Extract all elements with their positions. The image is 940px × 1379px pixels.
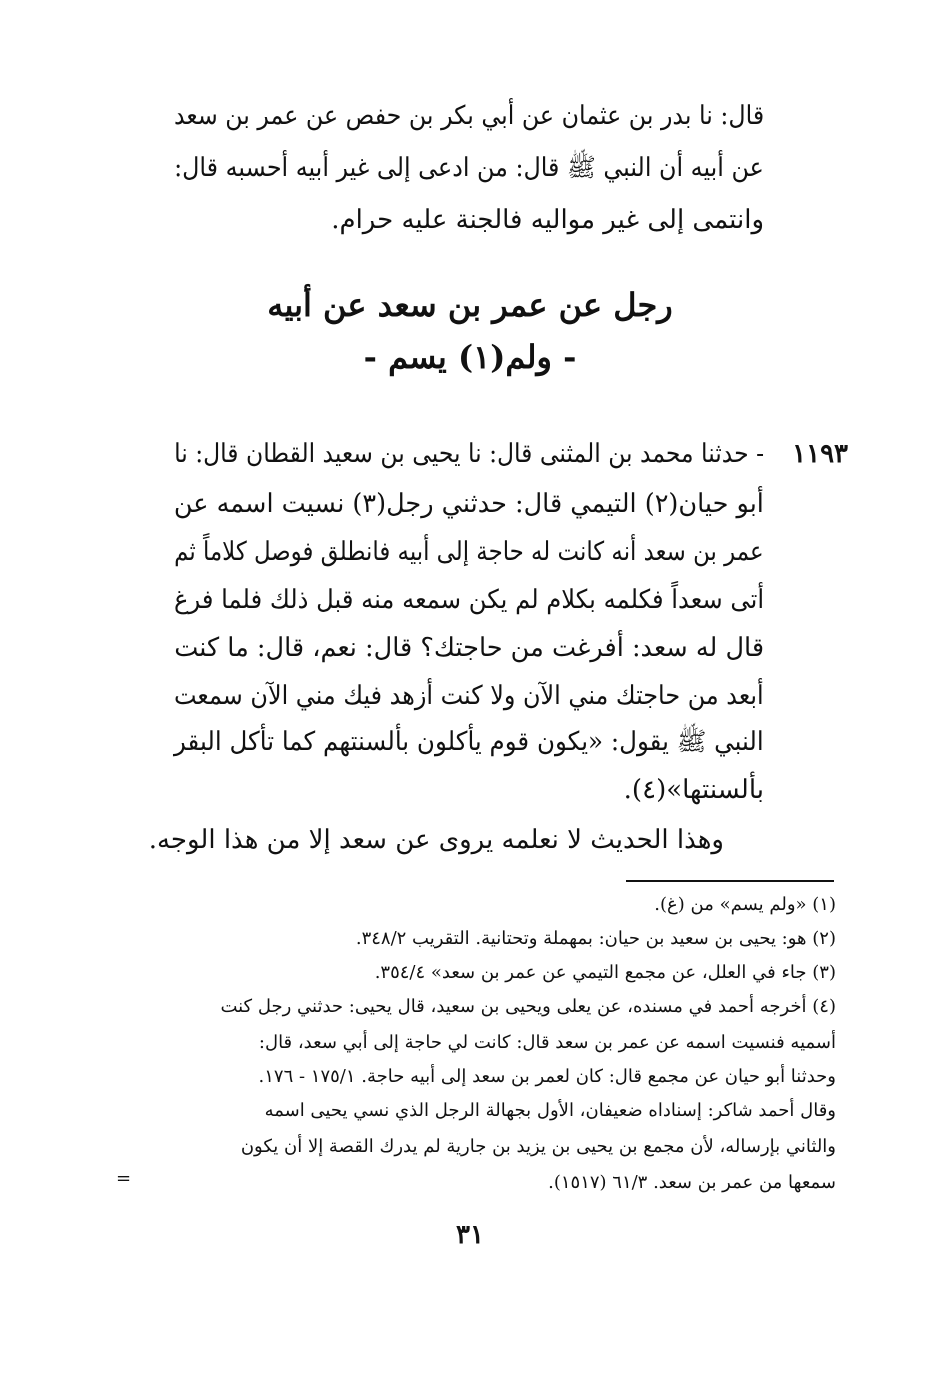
hadith-line-3: عمر بن سعد أنه كانت له حاجة إلى أبيه فانطلق فوصل كلاماً ثم (174, 537, 764, 567)
footnote-4-cont-3: وقال أحمد شاكر: إسناداه ضعيفان، الأول بجهالة الرجل الذي نسي يحيى اسمه (264, 1100, 836, 1121)
footnote-4: (٤) أخرجه أحمد في مسنده، عن يعلى ويحيى بن سعيد، قال يحيى: حدثني رجل كنت (220, 996, 836, 1017)
top-paragraph-line-2: عن أبيه أن النبي ﷺ قال: من ادعى إلى غير أبيه أحسبه قال: (174, 153, 764, 183)
hadith-number: ١١٩٣ (792, 439, 848, 469)
hadith-line-6: أبعد من حاجتك مني الآن ولا كنت أزهد فيك مني الآن سمعت (174, 681, 764, 711)
footnote-3: (٣) جاء في العلل، عن مجمع التيمي عن عمر بن سعد» ٣٥٤/٤. (374, 962, 836, 983)
footnote-4-cont-4: والثاني بإرساله، لأن مجمع بن يحيى بن يزيد بن جارية لم يدرك القصة إلا أن يكون (240, 1136, 836, 1157)
hadith-line-8: بألسنتها»(٤). (623, 775, 764, 805)
footnote-4-cont-2: وحدثنا أبو حيان عن مجمع قال: كان لعمر بن سعد إلى أبيه حاجة. ١٧٥/١ - ١٧٦. (258, 1066, 836, 1087)
page-number: ٣١ (456, 1220, 484, 1250)
footnote-1: (١) «ولم يسم» من (غ). (654, 894, 836, 915)
top-paragraph-line-3: وانتمى إلى غير مواليه فالجنة عليه حرام. (331, 205, 764, 235)
hadith-line-4: أتى سعداً فكلمه بكلام لم يكن سمعه منه قبل ذلك فلما فرغ (173, 585, 764, 615)
hadith-line-5: قال له سعد: أفرغت من حاجتك؟ قال: نعم، قال: ما كنت (174, 633, 764, 663)
hadith-line-7: النبي ﷺ يقول: «يكون قوم يأكلون بألسنتهم كما تأكل البقر (174, 727, 764, 757)
top-paragraph-line-1: قال: نا بدر بن عثمان عن أبي بكر بن حفص عن عمر بن سعد (173, 101, 764, 131)
closing-sentence: وهذا الحديث لا نعلمه يروى عن سعد إلا من هذا الوجه. (148, 825, 724, 855)
continuation-mark: = (116, 1168, 132, 1189)
section-subheading: - ولم(١) يسم - (363, 338, 577, 376)
footnote-4-cont-1: أسميه فنسيت اسمه عن عمر بن سعد قال: كانت لي حاجة إلى أبي سعد، قال: (258, 1032, 836, 1053)
footnote-4-cont-5: سمعها من عمر بن سعد. ٦١/٣ (١٥١٧). (548, 1172, 836, 1193)
hadith-line-2: أبو حيان(٢) التيمي قال: حدثني رجل(٣) نسيت اسمه عن (173, 489, 764, 519)
footnote-separator (626, 880, 834, 882)
section-heading: رجل عن عمر بن سعد عن أبيه (267, 286, 673, 324)
footnote-2: (٢) هو: يحيى بن سعيد بن حيان: بمهملة وتحتانية. التقريب ٣٤٨/٢. (355, 928, 836, 949)
hadith-line-1: - حدثنا محمد بن المثنى قال: نا يحيى بن سعيد القطان قال: نا (174, 439, 764, 469)
